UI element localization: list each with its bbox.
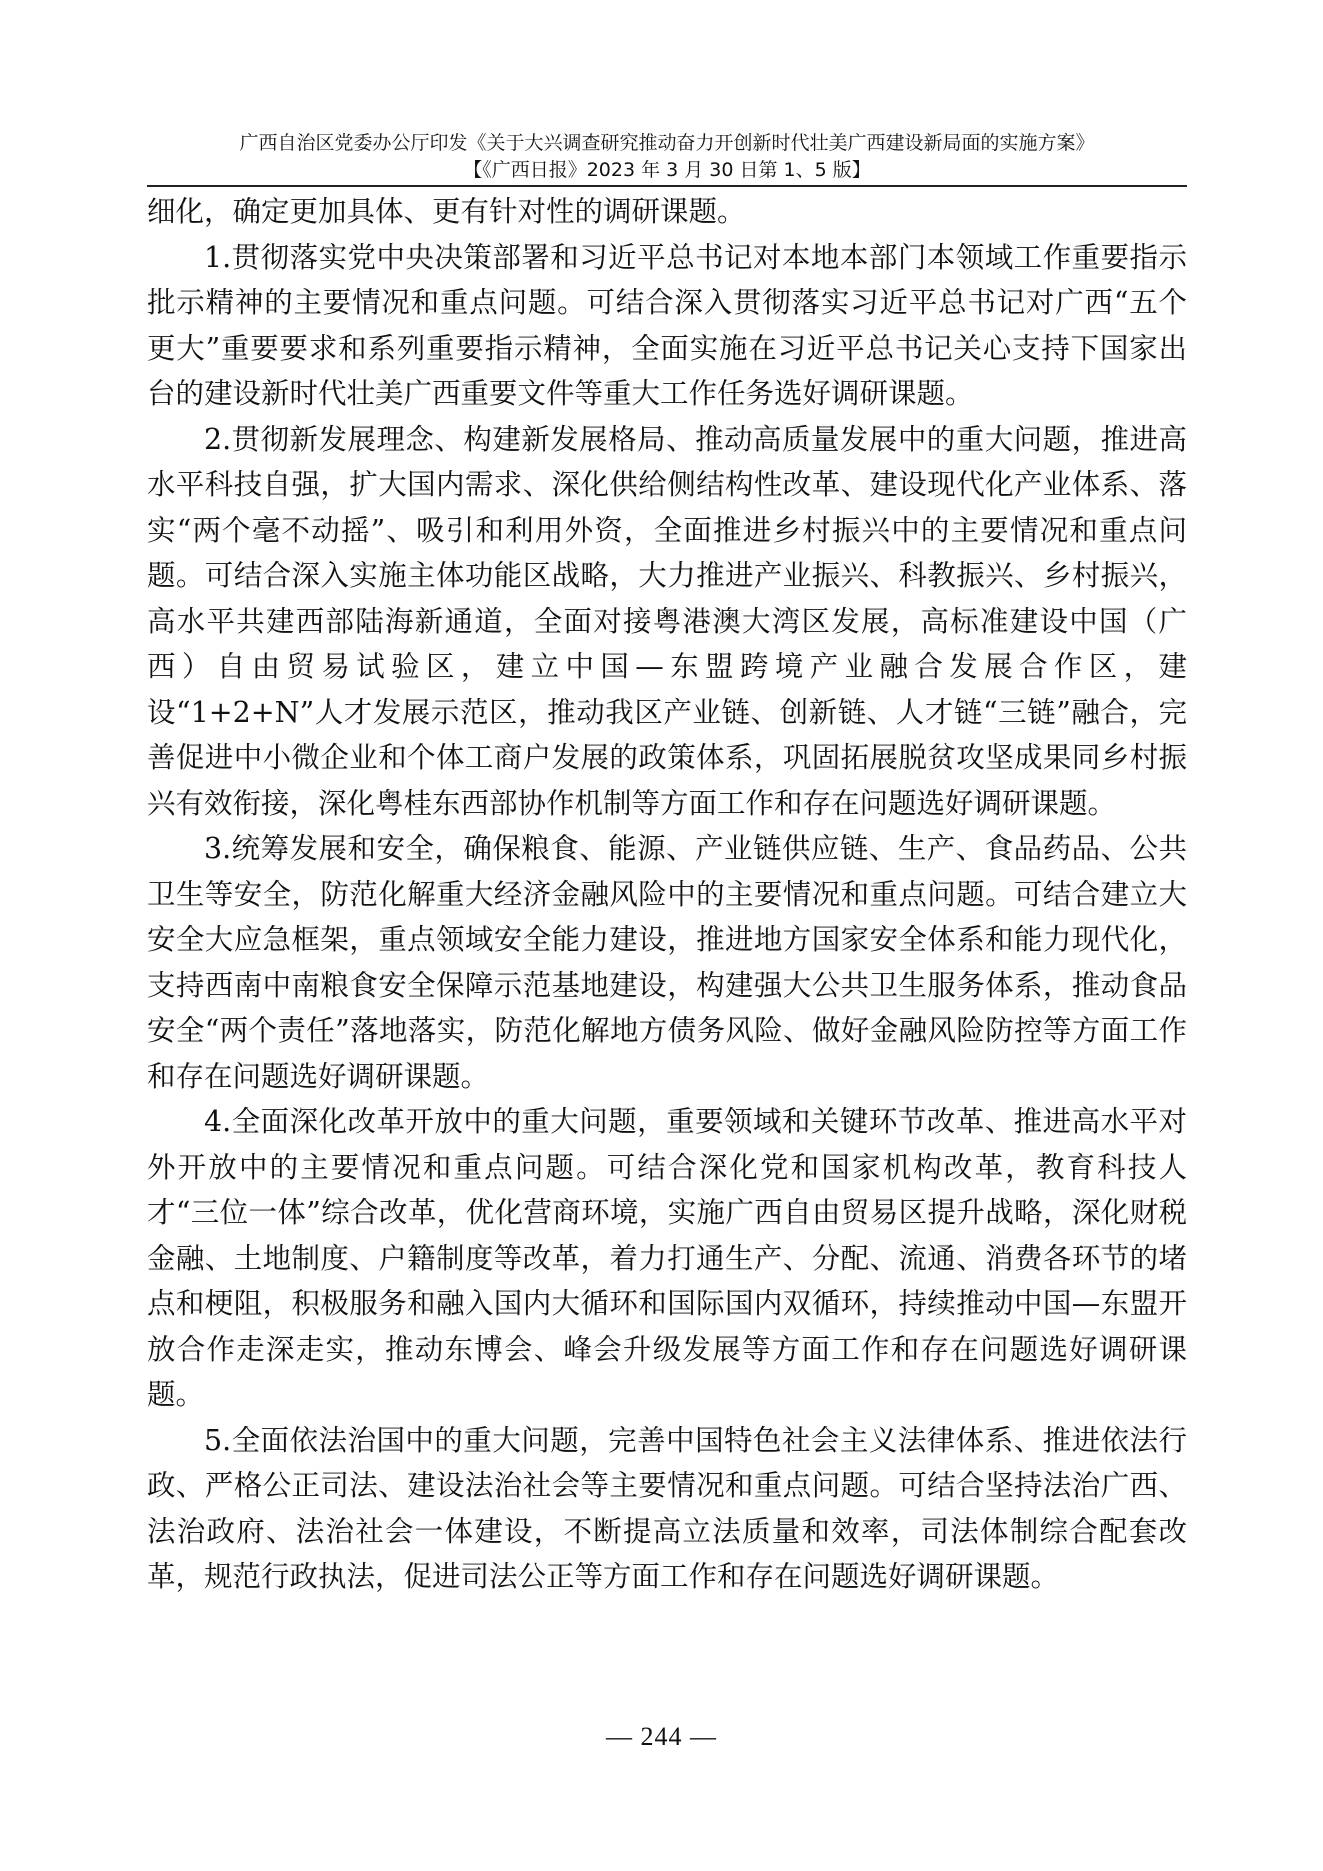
page-number: — 244 — bbox=[606, 1722, 717, 1751]
running-header bbox=[147, 130, 1187, 184]
paragraph-item-1: 1.贯彻落实党中央决策部署和习近平总书记对本地本部门本领域工作重要指示批示精神的主要情况和重点问题。可结合深入贯彻落实习近平总书记对广西“五个更大”重要要求和系列重要指示精神，全面实施在习近平总书记关心支持下国家出台的建设新时代壮美广西重要文件等重大工作任务选好调研课题。 bbox=[147, 240, 1187, 410]
paragraph-item-3: 3.统筹发展和安全，确保粮食、能源、产业链供应链、生产、食品药品、公共卫生等安全，防范化解重大经济金融风险中的主要情况和重点问题。可结合建立大安全大应急框架，重点领域安全能力建设，推进地方国家安全体系和能力现代化，支持西南中南粮食安全保障示范基地建设，构建强大公共卫生服务体系，推动食品安全“两个责任”落地落实，防范化解地方债务风险、做好金融风险防控等方面工作和存在问题选好调研课题。 bbox=[147, 832, 1187, 1093]
paragraph-item-4: 4.全面深化改革开放中的重大问题，重要领域和关键环节改革、推进高水平对外开放中的主要情况和重点问题。可结合深化党和国家机构改革，教育科技人才“三位一体”综合改革，优化营商环境，实施广西自由贸易区提升战略，深化财税金融、土地制度、户籍制度等改革，着力打通生产、分配、流通、消费各环节的堵点和梗阻，积极服务和融入国内大循环和国际国内双循环，持续推动中国—东盟开放合作走深走实，推动东博会、峰会升级发展等方面工作和存在问题选好调研课题。 bbox=[147, 1105, 1187, 1411]
paragraph-continuation: 细化，确定更加具体、更有针对性的调研课题。 bbox=[147, 195, 746, 228]
document-body bbox=[147, 189, 1187, 1600]
header-source: 【《广西日报》2023 年 3 月 30 日第 1、5 版】 bbox=[463, 159, 871, 181]
header-title: 广西自治区党委办公厅印发《关于大兴调查研究推动奋力开创新时代壮美广西建设新局面的实施方案》 bbox=[239, 132, 1095, 154]
paragraph-item-2: 2.贯彻新发展理念、构建新发展格局、推动高质量发展中的重大问题，推进高水平科技自强，扩大国内需求、深化供给侧结构性改革、建设现代化产业体系、落实“两个毫不动摇”、吸引和利用外资，全面推进乡村振兴中的主要情况和重点问题。可结合深入实施主体功能区战略，大力推进产业振兴、科教振兴、乡村振兴，高水平共建西部陆海新通道，全面对接粤港澳大湾区发展，高标准建设中国（广西）自由贸易试验区，建立中国—东盟跨境产业融合发展合作区，建设“1+2+N”人才发展示范区，推动我区产业链、创新链、人才链“三链”融合，完善促进中小微企业和个体工商户发展的政策体系，巩固拓展脱贫攻坚成果同乡村振兴有效衔接，深化粤桂东西部协作机制等方面工作和存在问题选好调研课题。 bbox=[147, 422, 1187, 820]
header-divider bbox=[147, 185, 1187, 187]
paragraph-item-5: 5.全面依法治国中的重大问题，完善中国特色社会主义法律体系、推进依法行政、严格公正司法、建设法治社会等主要情况和重点问题。可结合坚持法治广西、法治政府、法治社会一体建设，不断提高立法质量和效率，司法体制综合配套改革，规范行政执法，促进司法公正等方面工作和存在问题选好调研课题。 bbox=[147, 1423, 1187, 1593]
